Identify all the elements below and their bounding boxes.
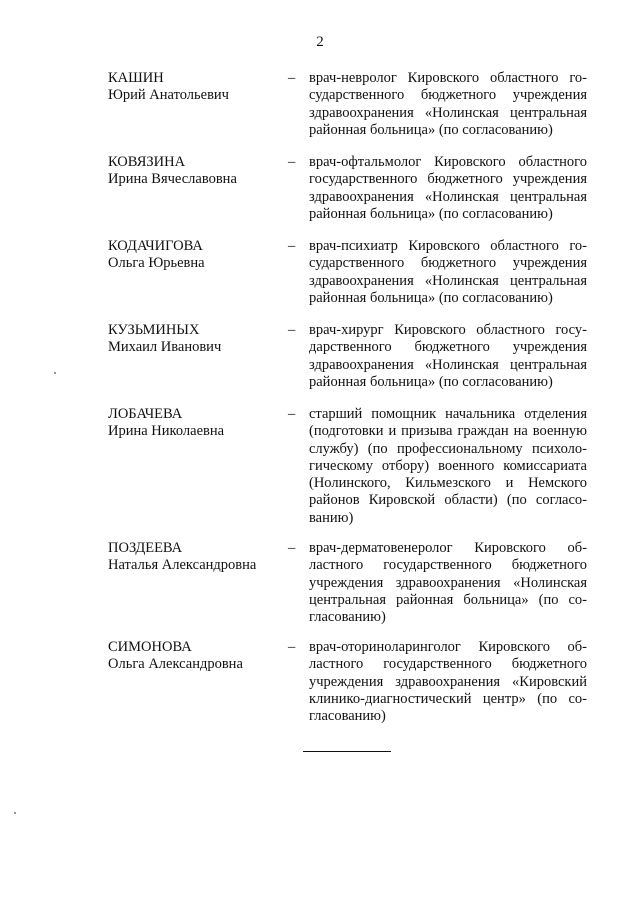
description-line: врач-офтальмолог Кировского областного bbox=[309, 154, 587, 170]
dash-separator: – bbox=[288, 238, 296, 254]
dash-separator: – bbox=[288, 70, 296, 86]
member-given-names: Юрий Анатольевич bbox=[108, 87, 229, 104]
dash-separator: – bbox=[288, 639, 296, 655]
member-given-names: Наталья Александровна bbox=[108, 557, 257, 574]
description-line: гическому отбору) военного комиссариата bbox=[309, 457, 587, 474]
description-line: врач-дерматовенеролог Кировского об- bbox=[309, 540, 587, 556]
member-given-names: Ольга Юрьевна bbox=[108, 255, 205, 272]
member-name bbox=[108, 70, 288, 105]
member-position-description bbox=[309, 540, 587, 626]
description-line: гласованию) bbox=[309, 609, 386, 626]
description-line: клинико-диагностический центр» (по со- bbox=[309, 690, 587, 707]
description-line: учреждения здравоохранения «Кировский bbox=[309, 673, 587, 690]
description-line: здравоохранения «Нолинская центральная bbox=[309, 188, 587, 205]
description-line: ластного государственного бюджетного bbox=[309, 557, 587, 574]
member-surname: СИМОНОВА bbox=[108, 639, 192, 655]
member-surname: КОВЯЗИНА bbox=[108, 154, 186, 170]
member-name bbox=[108, 406, 288, 441]
description-line: врач-невролог Кировского областного го- bbox=[309, 70, 587, 86]
member-surname: ПОЗДЕЕВА bbox=[108, 540, 183, 556]
description-line: врач-психиатр Кировского областного го- bbox=[309, 238, 587, 254]
member-position-description bbox=[309, 322, 587, 391]
description-line: здравоохранения «Нолинская центральная bbox=[309, 272, 587, 289]
member-surname: КОДАЧИГОВА bbox=[108, 238, 203, 254]
page-number: 2 bbox=[316, 34, 324, 50]
description-line: районная больница» (по согласованию) bbox=[309, 373, 553, 390]
scan-speck bbox=[14, 812, 16, 814]
description-line: сударственного бюджетного учреждения bbox=[309, 87, 587, 104]
member-name bbox=[108, 238, 288, 273]
description-line: ванию) bbox=[309, 509, 354, 526]
description-line: ластного государственного бюджетного bbox=[309, 656, 587, 673]
dash-separator: – bbox=[288, 540, 296, 556]
description-line: (Нолинского, Кильмезского и Немского bbox=[309, 475, 587, 492]
member-position-description bbox=[309, 238, 587, 307]
end-of-list-rule bbox=[303, 751, 391, 752]
description-line: службу) (по профессиональному психоло- bbox=[309, 440, 587, 457]
description-line: районная больница» (по согласованию) bbox=[309, 289, 553, 306]
description-line: сударственного бюджетного учреждения bbox=[309, 255, 587, 272]
member-name bbox=[108, 154, 288, 189]
description-line: врач-оториноларинголог Кировского об- bbox=[309, 639, 587, 655]
member-position-description bbox=[309, 154, 587, 223]
description-line: учреждения здравоохранения «Нолинская bbox=[309, 574, 587, 591]
member-position-description bbox=[309, 639, 587, 725]
description-line: (подготовки и призыва граждан на военную bbox=[309, 423, 587, 440]
description-line: районная больница» (по согласованию) bbox=[309, 121, 553, 138]
member-name bbox=[108, 639, 288, 674]
member-position-description bbox=[309, 406, 587, 527]
member-position-description bbox=[309, 70, 587, 139]
member-given-names: Ольга Александровна bbox=[108, 656, 243, 673]
description-line: дарственного бюджетного учреждения bbox=[309, 339, 587, 356]
member-given-names: Ирина Вячеславовна bbox=[108, 171, 237, 188]
description-line: старший помощник начальника отделения bbox=[309, 406, 587, 422]
member-given-names: Михаил Иванович bbox=[108, 339, 222, 356]
member-surname: ЛОБАЧЕВА bbox=[108, 406, 183, 422]
description-line: районов Кировской области) (по согласо- bbox=[309, 492, 587, 509]
dash-separator: – bbox=[288, 322, 296, 338]
member-name bbox=[108, 322, 288, 357]
dash-separator: – bbox=[288, 406, 296, 422]
description-line: здравоохранения «Нолинская центральная bbox=[309, 104, 587, 121]
description-line: районная больница» (по согласованию) bbox=[309, 205, 553, 222]
description-line: государственного бюджетного учреждения bbox=[309, 171, 587, 188]
member-given-names: Ирина Николаевна bbox=[108, 423, 225, 440]
description-line: гласованию) bbox=[309, 708, 386, 725]
member-surname: КАШИН bbox=[108, 70, 164, 86]
description-line: центральная районная больница» (по со- bbox=[309, 591, 587, 608]
description-line: врач-хирург Кировского областного госу- bbox=[309, 322, 587, 338]
member-surname: КУЗЬМИНЫХ bbox=[108, 322, 200, 338]
description-line: здравоохранения «Нолинская центральная bbox=[309, 356, 587, 373]
dash-separator: – bbox=[288, 154, 296, 170]
member-name bbox=[108, 540, 288, 575]
scan-speck bbox=[54, 372, 56, 374]
